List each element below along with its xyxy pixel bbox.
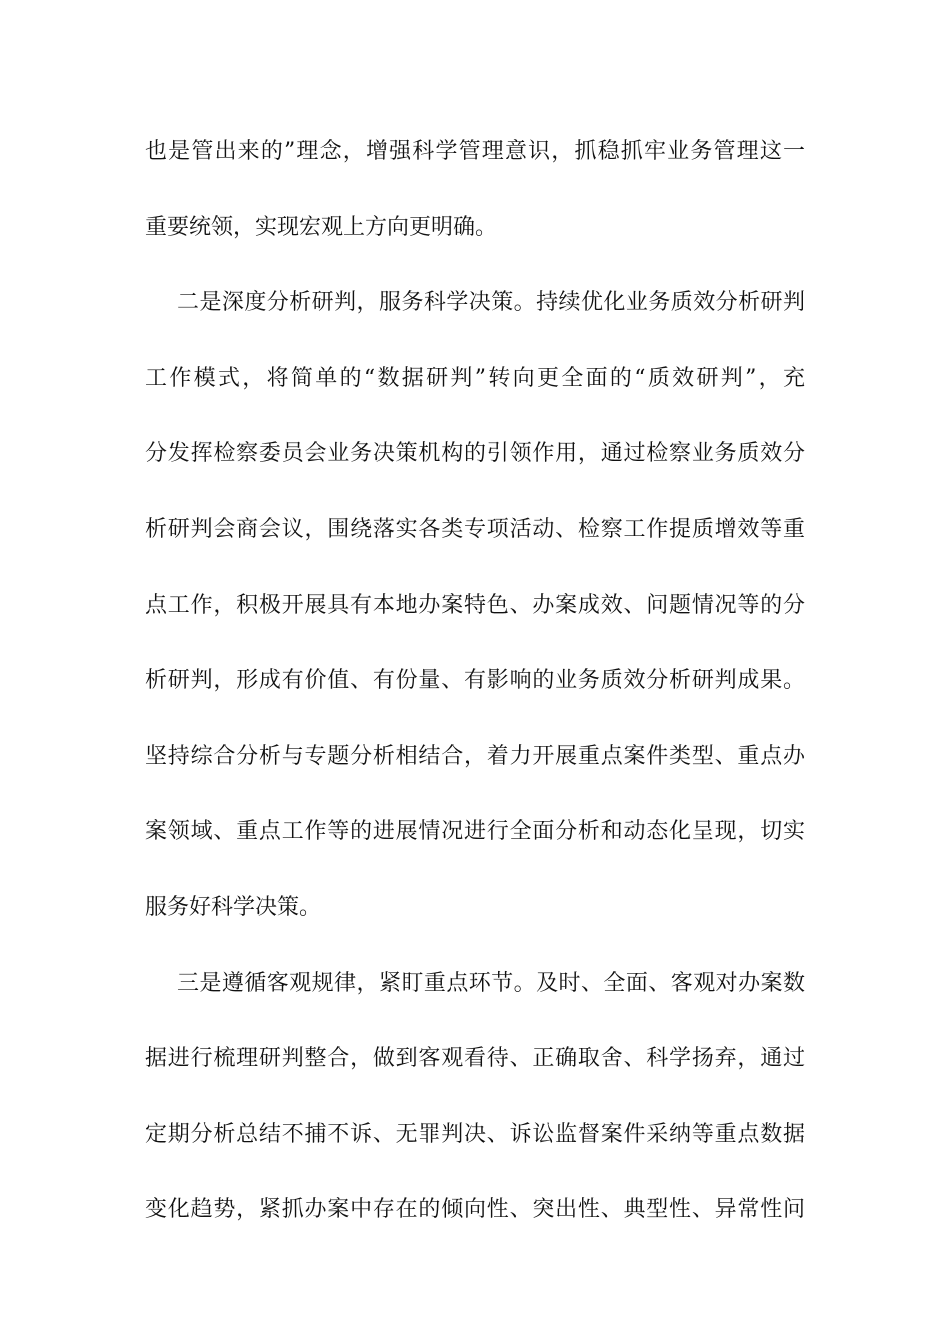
- paragraph-start-line: 二是深度分析研判，服务科学决策。持续优化业务质效分析研判: [177, 290, 805, 316]
- paragraph-start-line: 三是遵循客观规律，紧盯重点环节。及时、全面、客观对办案数: [177, 970, 805, 996]
- text-line: 据进行梳理研判整合，做到客观看待、正确取舍、科学扬弃，通过: [145, 1046, 805, 1072]
- text-line: 变化趋势，紧抓办案中存在的倾向性、突出性、典型性、异常性问: [145, 1197, 805, 1223]
- text-line: 也是管出来的”理念，增强科学管理意识，抓稳抓牢业务管理这一: [145, 139, 805, 164]
- text-line: 工作模式，将简单的“数据研判”转向更全面的“质效研判”，充: [145, 365, 805, 391]
- text-line: 坚持综合分析与专题分析相结合，着力开展重点案件类型、重点办: [145, 743, 805, 769]
- text-line: 分发挥检察委员会业务决策机构的引领作用，通过检察业务质效分: [145, 441, 805, 467]
- document-body: [145, 114, 805, 1248]
- text-line: 案领域、重点工作等的进展情况进行全面分析和动态化呈现，切实: [145, 819, 805, 845]
- text-line: 重要统领，实现宏观上方向更明确。: [145, 214, 498, 240]
- text-line: 点工作，积极开展具有本地办案特色、办案成效、问题情况等的分: [145, 592, 805, 618]
- text-line: 析研判会商会议，围绕落实各类专项活动、检察工作提质增效等重: [145, 516, 805, 542]
- text-line: 定期分析总结不捕不诉、无罪判决、诉讼监督案件采纳等重点数据: [145, 1121, 805, 1147]
- text-line: 服务好科学决策。: [145, 894, 322, 920]
- text-line: 析研判，形成有价值、有份量、有影响的业务质效分析研判成果。: [145, 668, 805, 694]
